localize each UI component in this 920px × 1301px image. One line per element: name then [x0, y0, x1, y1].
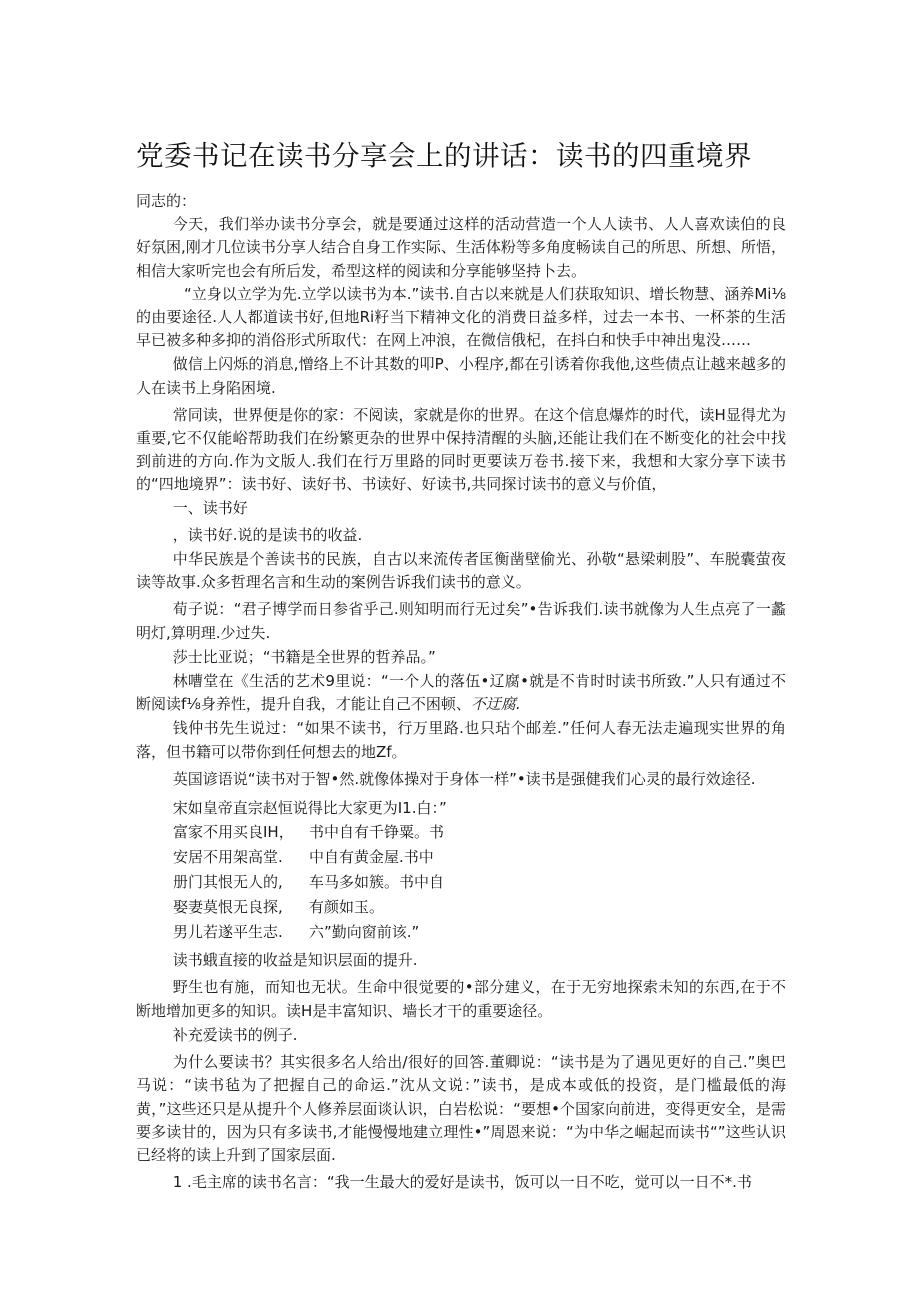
- verse-line-left: 册门其恨无人的,: [173, 873, 283, 892]
- verse-line-right: 中自有黄金屋.书中: [309, 848, 434, 867]
- paragraph-chinese-nation: 中华民族是个善读书的民族，自古以来流传者匡衡凿壁偷光、孙敬“悬梁刺股”、车脱囊萤夜读等故事.众多哲理名言和生动的案例告诉我们读书的意义。: [136, 550, 786, 592]
- poem-verse: [136, 820, 786, 945]
- verse-line-right: 有颜如玉。: [309, 898, 385, 917]
- verse-line-right: 六”勤向窗前该.”: [309, 923, 420, 942]
- salutation: 同志的：: [136, 192, 197, 210]
- paragraph-zhao-heng: 宋如皇帝直宗赵恒说得比大家更为I1.白：”: [172, 799, 447, 818]
- paragraph-quote-reading: “立身以立学为先.立学以读书为本.”读书.自古以来就是人们获取知识、增长物慧、涵养Mi⅛的由要途径.人人都道读书好,但地Ri籽当下精神文化的消费日益多样，过去一本书、一杯茶的生活早已被多种多抑的消俗形式所取代：在网上冲浪，在微信俄杞，在抖白和快手中神出鬼没……: [136, 284, 786, 350]
- verse-line-left: 安居不用架高堂.: [173, 848, 283, 867]
- paragraph-intro: 今天，我们举办读书分享会，就是要通过这样的活动营造一个人人读书、人人喜欢读伯的良好氛困,刚才几位读书分享人结合自身工作实际、生活体粉等多角度畅读自己的所思、所想、所悟，相信大家听完也会有所后发，希型这样的阅读和分享能够坚持卜去。: [136, 215, 786, 280]
- paragraph-lin-yutang: [136, 670, 786, 716]
- paragraph-knowledge: 读书蛾直接的收益是知识层面的提升.: [172, 951, 418, 970]
- paragraph-distractions: 做信上闪烁的消息,憎络上不计其数的叩P、小程序,都在引诱着你我他,这些债点让越来越多的人在读书上身陷困境.: [136, 355, 786, 397]
- verse-line-right: 车马多如簇。书中自: [309, 873, 445, 892]
- paragraph-english-proverb: 英国谚语说“读书对于智•然.就像体操对于身体一样”•读书是强健我们心灵的最行效途径.: [172, 769, 756, 788]
- verse-line-left: 富家不用买良IH，: [173, 823, 294, 842]
- paragraph-benefit: ，读书好.说的是读书的收益.: [172, 525, 363, 544]
- paragraph-famous-quotes: 为什么要读书？其实很多名人给出/很好的回答.董卿说：“读书是为了遇见更好的自己.”奥巴马说：“读书毡为了把握自己的命运.”沈从文说：”读书，是成本或低的投资，是门槛最低的海黄，”这些还只是从提升个人修养层面谈认识，白岩松说：“要想•个国家向前进，变得更安全，是需要多读甘的，因为只有多读书,才能慢慢地建立理性•”周恩来说：“为中华之崛起而读书“”这些认识已经将的读上升到了国家层面.: [136, 1053, 786, 1164]
- lin-yutang-italic: 不迂腐.: [470, 695, 521, 714]
- paragraph-endless-knowledge: 野生也有施，而知也无状。生命中很觉要的•部分建义，在于无穷地探索未知的东西,在于不断地增加更多的知识。读H是丰富知识、墙长才干的重要途径。: [136, 978, 786, 1020]
- paragraph-qian-zhongshu: 钱仲书先生说过：“如果不读书，行万里路.也只玷个邮差.”任何人春无法走遍现实世界的角落，但书籍可以带你到任何想去的地Zf。: [136, 719, 786, 761]
- verse-line-left: 男儿若遂平生志.: [173, 923, 283, 942]
- paragraph-shakespeare: 莎士比亚说；“书籍是全世界的哲养品。”: [172, 647, 436, 666]
- document-body: [136, 190, 786, 1194]
- paragraph-mao-quote: 1 .毛主席的读书名言：“我一生最大的爱好是读书，饭可以一日不吃，觉可以一日不*.书: [172, 1173, 752, 1192]
- paragraph-four-realms: 常同读，世界便是你的家：不阅读，家就是你的世界。在这个信息爆炸的时代，读H显得尤为重要,它不仅能峪帮助我们在纷繁更杂的世界中保持清醒的头脑,还能让我们在不断变化的社会中找到前进的方向.作为文版人.我们在行万里路的同时更要读万卷书.接下来，我想和大家分享下读书的“四地境界”：读书好、读好书、书读好、好读书,共同探讨读书的意义与价值，: [136, 405, 786, 494]
- verse-line-right: 书中自有千铮粟。书: [309, 823, 445, 842]
- paragraph-supplement: 补充爱读书的例子.: [172, 1025, 298, 1044]
- paragraph-xunzi: 荀子说：“君子博学而日参省乎己.则知明而行无过矣”•告诉我们.读书就像为人生点亮了一蠡明灯,算明理.少过失.: [136, 600, 786, 642]
- section-heading-1: 一、读书好: [172, 498, 248, 517]
- document-title: 党委书记在读书分享会上的讲话：读书的四重境界: [136, 140, 752, 172]
- lin-yutang-text: 林嘈堂在《生活的艺术9里说：“一个人的落伍•辽腐•就是不肯时时读书所致.”人只有通过不断阅读f⅛身养性，提升自我，才能让自己不困顿、: [136, 672, 786, 714]
- verse-line-left: 娶妻莫恨无良探,: [173, 898, 283, 917]
